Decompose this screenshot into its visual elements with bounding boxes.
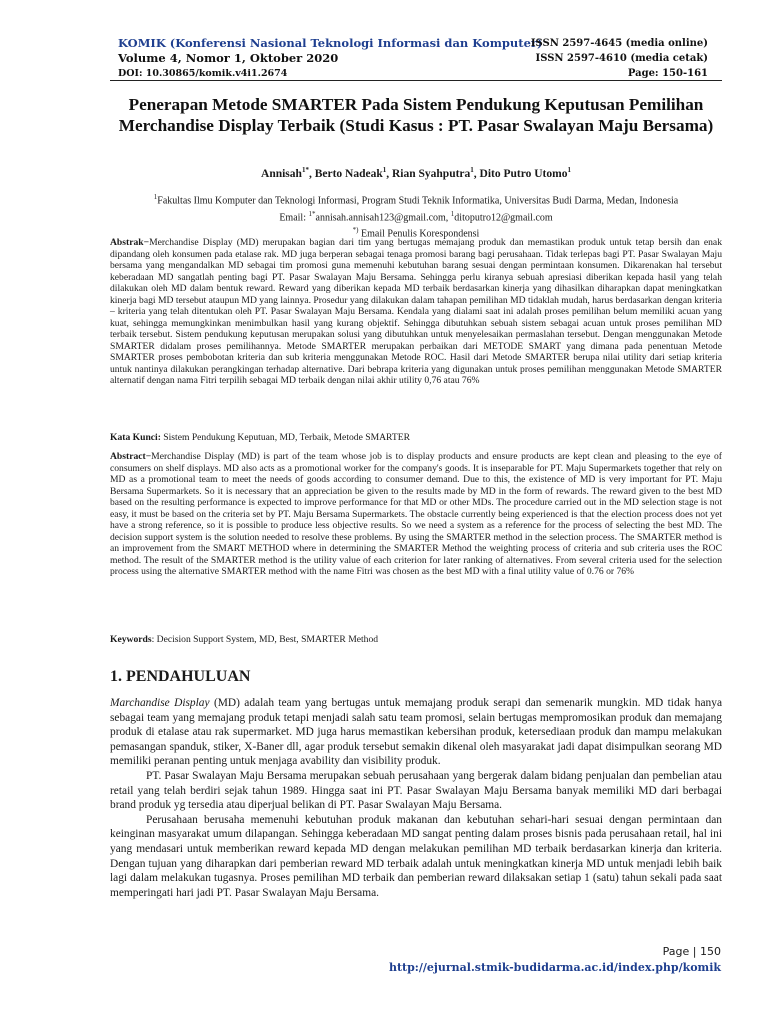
section-body [110, 696, 722, 900]
paragraph: PT. Pasar Swalayan Maju Bersama merupakan sebuah perusahaan yang bergerak dalam bidang penjualan dan pembelian atau retail yang telah berdiri sejak tahun 1989. Hingga saat ini PT. Pasar Swalayan Maju Bersama banyak memiliki MD dari berbagai brand produk yg tersedia atau diperjual belikan di PT. Pasar Swalayan Maju Bersama. [110, 769, 722, 812]
journal-header-right [531, 36, 708, 81]
journal-url-link[interactable]: http://ejurnal.stmik-budidarma.ac.id/index.php/komik [388, 961, 721, 974]
keywords-indonesian [110, 432, 722, 444]
issn-online: ISSN 2597-4645 (media online) [530, 38, 708, 49]
author-name: Berto Nadeak [314, 167, 383, 180]
conference-name: KOMIK (Konferensi Nasional Teknologi Informasi dan Komputer) [118, 36, 543, 50]
journal-header-left [118, 36, 542, 81]
header-divider [110, 80, 722, 81]
author-name: Rian Syahputra [391, 167, 471, 180]
abstract-indonesian [110, 237, 722, 387]
email-link[interactable]: ditoputro12@gmail.com [454, 211, 553, 223]
email-sup: 1 [450, 209, 455, 218]
author-sup: 1 [567, 166, 571, 174]
issn-print: ISSN 2597-4610 (media cetak) [535, 53, 708, 64]
volume-info: Volume 4, Nomor 1, Oktober 2020 [118, 51, 339, 65]
author-list: Annisah$^{1*}$, Berto Nadeak$^1$, Rian Syahputra$^1$, Dito Putro Utomo$^1$ [261, 166, 571, 180]
page-number: Page | 150 [662, 945, 721, 958]
email-link[interactable]: annisah.annisah123@gmail.com, [315, 211, 451, 223]
paragraph-text: (MD) adalah team yang bertugas untuk memajang produk serapi dan semenarik mungkin. MD tidak hanya sebagai team yang memajang produk tetapi menjadi salah satu team promosi, selain bertugas mempromosikan produk dan memajang produk di etalase atau rak supermarket. MD juga harus memastikan kebersihan produk, ketersediaan produk dan mampu melakukan pemasangan spanduk, stiker, X-Baner dll, agar produk tersebut semakin dikenal oleh masyarakat jadi dapat disimpulkan seorang MD memiliki peranan penting untuk menjaga avability dan visibility produk. [110, 697, 722, 768]
abstract-text: Merchandise Display (MD) merupakan bagian dari tim yang bertugas memajang produk dan memastikan produk untuk tetap bersih dan enak dipandang oleh konsumen pada etalase rak. MD juga berperan sebagai tenaga promosi barang bagi perusahaan. Tidak terlepas bagi PT. Pasar Swalayan Maju bersama yang mengandalkan MD sebagai tim promosi guna memenuhi kebutuhan barang sesuai dengan permintaan konsumen. Dikarenakan hal tersebut keberadaan MD sangatlah penting bagi PT. Pasar Swalayan Maju Bersama. Sehingga perlu kiranya sebuah apresiasi diberikan kepada hasil yang telah dilakukan oleh MD dalam bentuk reward. Reward yang diberikan kepada MD terbaik berdasarkan kinerja yang dihasilkan diharapkan dapat meningkatkan kinerja bagi MD tersebut ataupun MD yang lainnya. Prosedur yang dilakukan dalam tahapan pemilihan MD tidaklah mudah, harus berdasarkan dengan kriteria – kriteria yang telah ditentukan oleh PT. Pasar Swalayan Maju Bersama. Kendala yang dialami saat ini adalah proses pemilihan belum memiliki acuan yang kuat, sehingga memungkinkan menimbulkan hasil yang kurang objektif. Sehingga dibutuhkan sebuah sistem sebagai acuan untuk proses pemilihan MD terbaik tersebut. Sistem pendukung keputusan merupakan solusi yang dibutuhkan untuk menyelesaikan permaslahan tersebut. Dengan menggunakan Metode SMARTER didalam proses pemilihannya. Metode SMARTER merupakan perbaikan dari METODE SMART yang dimana pada penentuan Metode SMARTER proses pembobotan kriteria dan sub kriteria menggunakan Metode ROC. Hasil dari Metode SMARTER berupa nilai utility dari setiap kriteria untuk nantinya dilakukan perangkingan terhadap alternative. Dari bebrapa kriteria yang digunakan untuk proses pemilihan menggunakan Metode SMARTER alternatif dengan nama Fitri terpilih sebagai MD terbaik dengan nilai akhir utility 0,76 atau 76% [110, 237, 722, 386]
italic-term: Marchandise Display [110, 697, 210, 709]
email-sup: 1* [308, 209, 316, 218]
keywords-label: Kata Kunci: [110, 432, 161, 443]
page-range: Page: 150-161 [627, 68, 708, 79]
abstract-english [110, 451, 722, 578]
abstract-label: Abstrak− [110, 237, 150, 248]
author-sup: 1 [382, 166, 387, 174]
abstract-text: Merchandise Display (MD) is part of the team whose job is to display products and ensure products are kept clean and pleasing to the eye of consumers on shelf displays. MD also acts as a promotional worker for the company's goods. It is inseparable for PT. Maju Supermarkets together that rely on MD as a promotional team to meet the needs of goods according to consumer demand. Due to this, the existence of MD is very important for PT. Maju Bersama Supermarkets. So it is necessary that an appreciation be given to the results made by MD in the form of rewards. The reward given to the best MD based on the resulting performance is expected to improve performance for that MD or other MDs. The procedure carried out in the MD selection stage is not easy, it must be based on the criteria set by PT. Maju Bersama Supermarkets. The obstacle currently being experienced is that the election process does not yet have a strong reference, so it is possible to produce less objective results. So we need a system as a reference for the process of selecting the best MD. The decision support system is the solution needed to resolve these problems. By using the SMARTER method in the selection process. The SMARTER method is an improvement from the SMART METHOD where in determining the SMARTER Method the weighting process of criteria and sub criteria uses the ROC method. The result of the SMARTER method is the utility value of each criterion for later ranking of alternatives. From several criteria used for the selection process using the alternative SMARTER method with the name Fitri was chosen as the best MD with a final utility value of 0.76 or 76% [110, 451, 722, 577]
institution-sup: 1 [153, 193, 158, 201]
institution-name: Fakultas Ilmu Komputer dan Teknologi Informasi, Program Studi Teknik Informatika, Universitas Budi Darma, Medan, Indonesia [157, 195, 679, 207]
email-line [110, 208, 722, 225]
author-name: Annisah [261, 167, 302, 180]
doi: DOI: 10.30865/komik.v4i1.2674 [118, 68, 288, 79]
keywords-text: Sistem Pendukung Keputuan, MD, Terbaik, Metode SMARTER [160, 432, 410, 443]
paper-title: Penerapan Metode SMARTER Pada Sistem Pendukung Keputusan Pemilihan Merchandise Display Terbaik (Studi Kasus : PT. Pasar Swalayan Maju Bersama) [118, 95, 714, 135]
keywords-label: Keywords [110, 634, 152, 645]
paragraph: Perusahaan berusaha memenuhi kebutuhan produk makanan dan kebutuhan sehari-hari sesuai dengan permintaan dan keinginan masyarakat umum dilapangan. Sehingga keberadaan MD sangat penting dalam proses bisnis pada perusahaan retail, hal ini yang mendasari untuk memberikan reward kepada MD dengan melakukan pemilihan MD terbaik berdasarkan kinerja dan kriteria. Dengan tujuan yang diharapkan dari pemberian reward MD terbaik adalah untuk meningkatkan kinerja MD untuk menjadi lebih baik lagi dalam melakukan tugasnya. Proses pemilihan MD terbaik dan pemberian reward dilaksakan setiap 1 (satu) tahun sekali pada saat memperingati hari jadi PT. Pasar Swalayan Maju Bersama. [110, 813, 722, 899]
corresponding-sup: *) [352, 226, 359, 235]
keywords-text: : Decision Support System, MD, Best, SMARTER Method [151, 634, 379, 645]
paragraph [110, 696, 722, 769]
author-name: Dito Putro Utomo [479, 167, 568, 180]
affiliation [110, 191, 722, 241]
author-sup: 1 [470, 166, 474, 174]
abstract-label: Abstract− [110, 451, 152, 462]
author-sup: 1* [301, 166, 309, 174]
email-prefix: Email: [279, 211, 309, 223]
section-heading: 1. PENDAHULUAN [110, 668, 251, 685]
keywords-english [110, 634, 722, 646]
institution [110, 191, 722, 208]
corresponding-text: Email Penulis Korespondensi [358, 228, 480, 240]
